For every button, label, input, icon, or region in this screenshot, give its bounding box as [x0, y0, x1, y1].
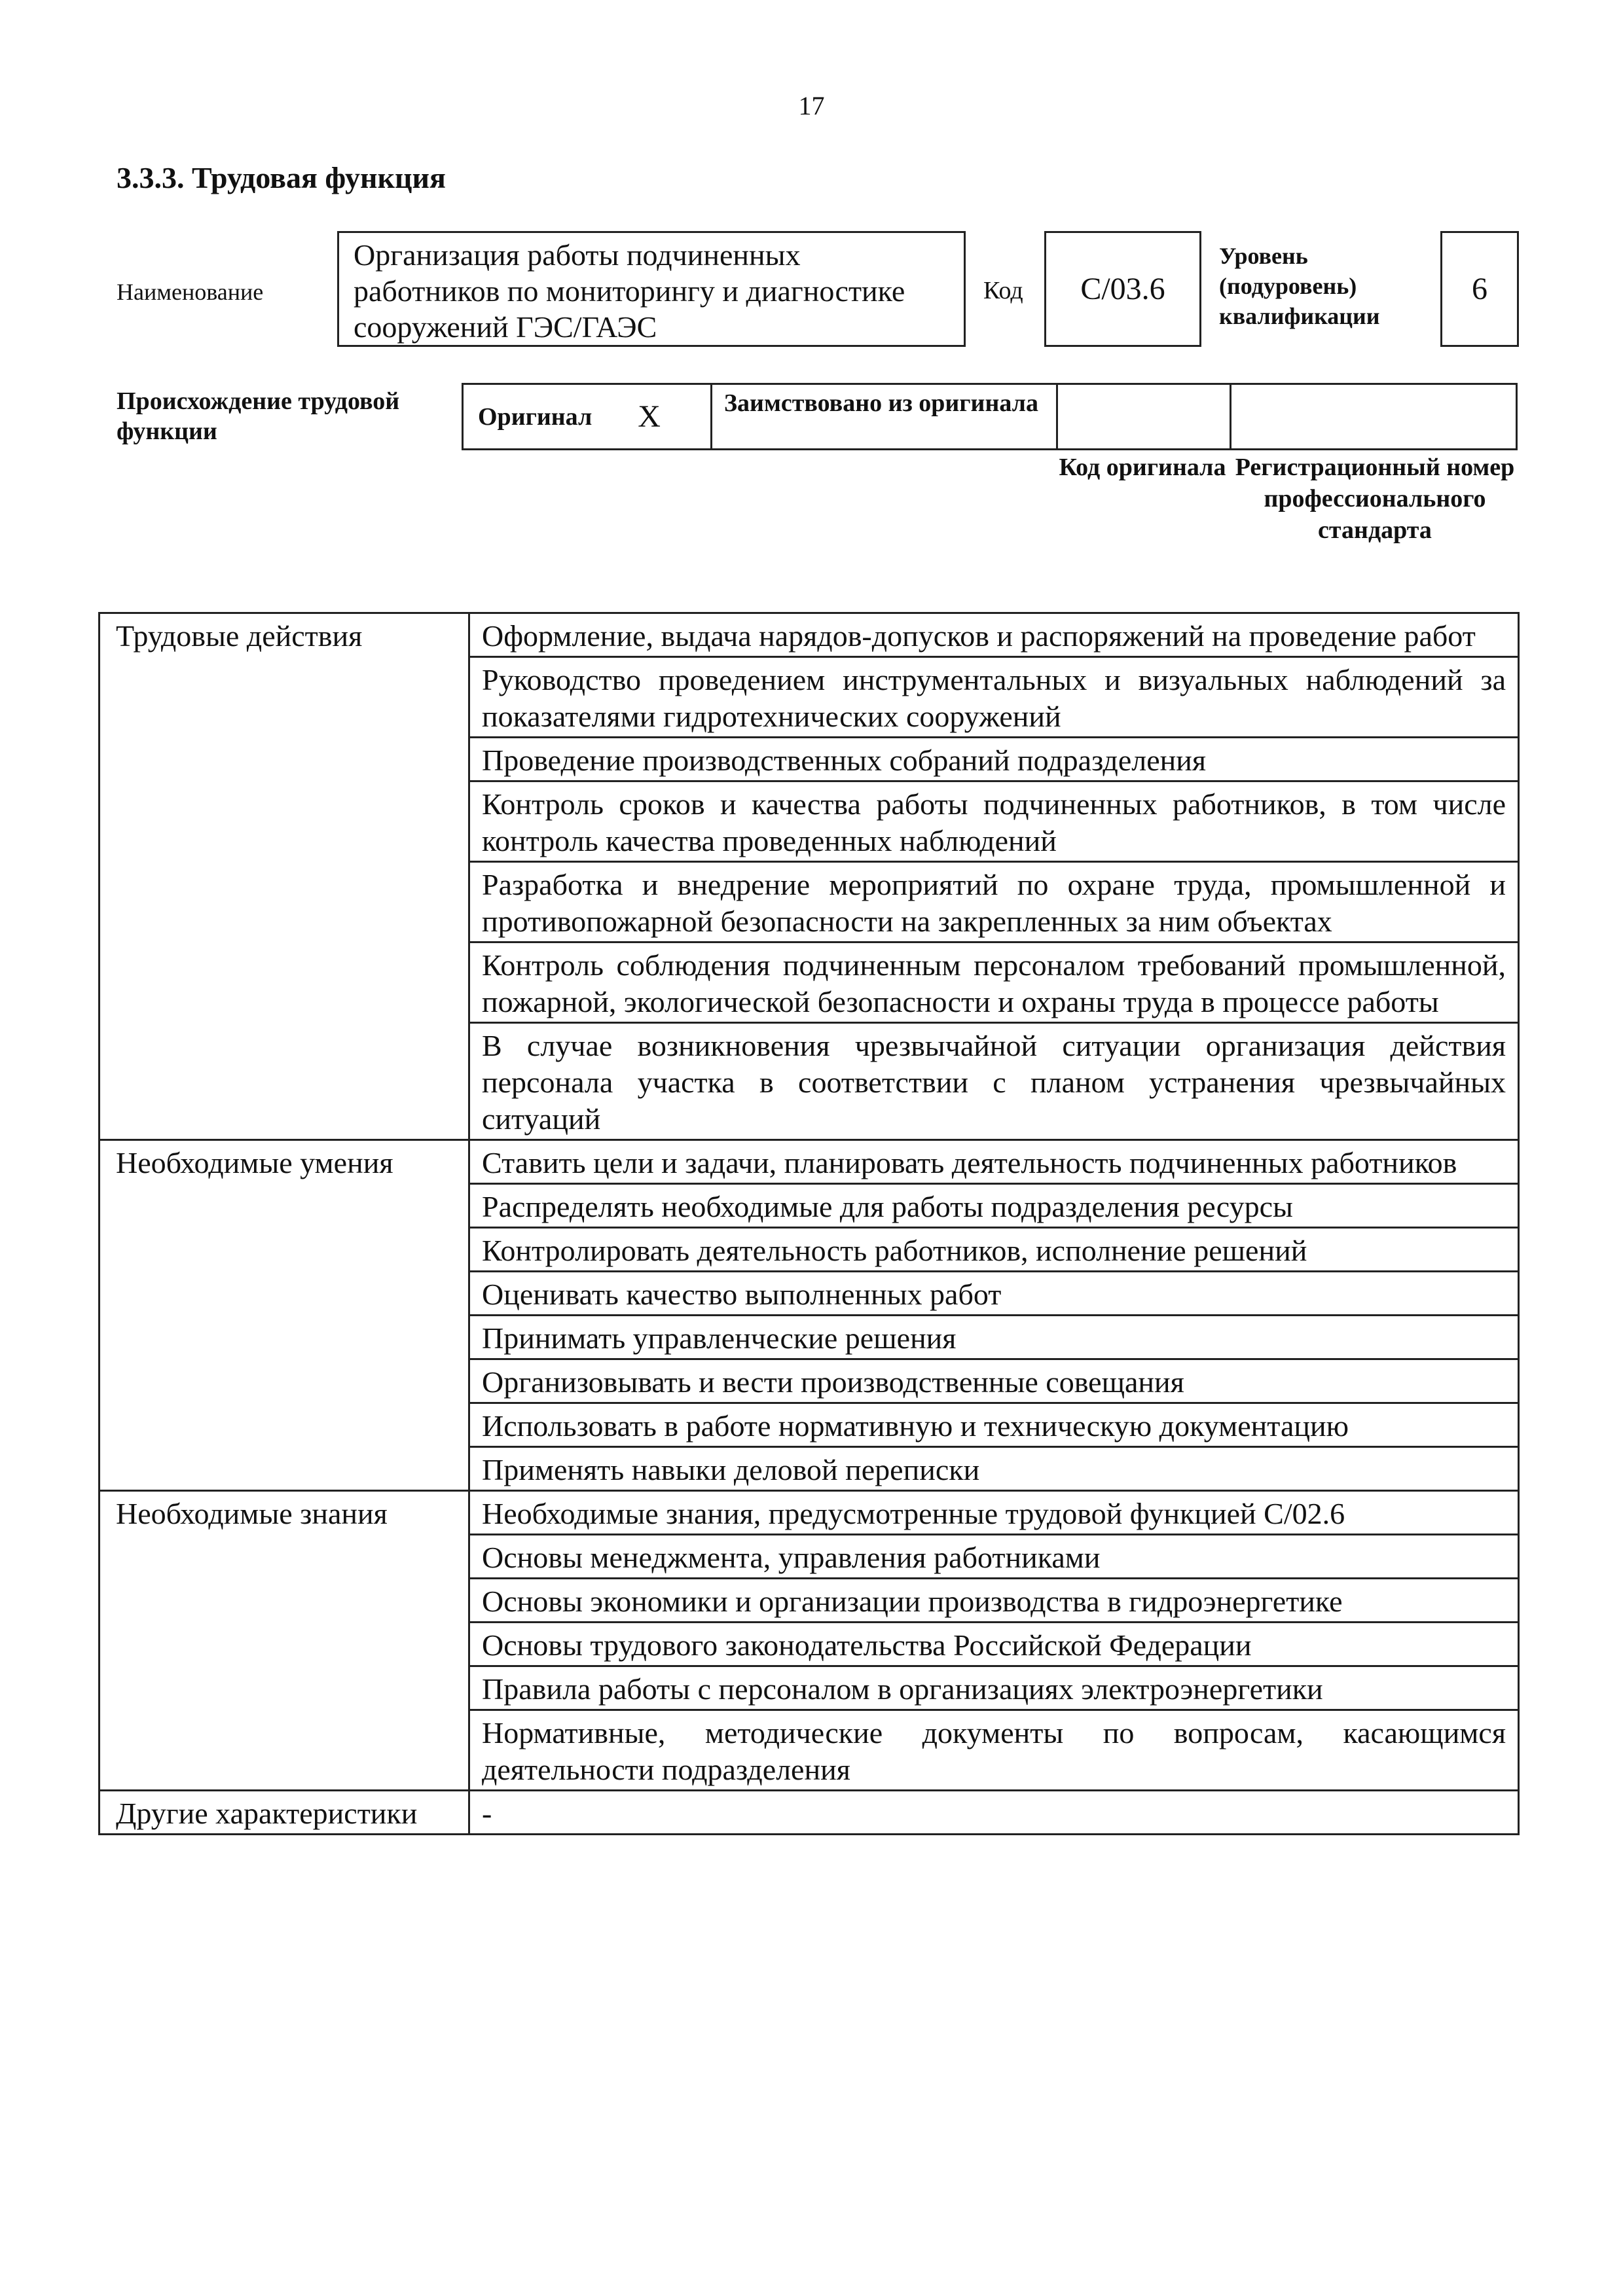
origin-original-label: Оригинал — [478, 403, 593, 431]
table-row — [100, 1140, 1519, 1184]
section-item: Нормативные, методические документы по вопросам, касающимся деятельности подразделения — [469, 1710, 1519, 1791]
section-item: Принимать управленческие решения — [469, 1316, 1519, 1359]
origin-original-mark: X — [638, 399, 661, 434]
section-item: Оценивать качество выполненных работ — [469, 1272, 1519, 1316]
origin-original-cell — [464, 385, 712, 448]
page-number: 17 — [798, 91, 825, 120]
section-category: Другие характеристики — [100, 1791, 469, 1835]
section-item: Разработка и внедрение мероприятий по охране труда, промышленной и противопожарной безопасности на закрепленных за ним объектах — [469, 862, 1519, 942]
function-details-table — [98, 612, 1520, 1835]
code-label: Код — [983, 277, 1023, 304]
section-item: Оформление, выдача нарядов-допусков и распоряжений на проведение работ — [469, 613, 1519, 657]
section-item: Правила работы с персоналом в организациях электроэнергетики — [469, 1666, 1519, 1710]
section-item: Основы менеджмента, управления работниками — [469, 1535, 1519, 1579]
table-row — [100, 1491, 1519, 1535]
section-title: 3.3.3. Трудовая функция — [117, 161, 446, 194]
section-item: Использовать в работе нормативную и техническую документацию — [469, 1403, 1519, 1447]
name-value-box: Организация работы подчиненных работников по мониторингу и диагностике сооружений ГЭС/ГАЭС — [337, 231, 966, 347]
section-item: Контроль сроков и качества работы подчиненных работников, в том числе контроль качества проведенных наблюдений — [469, 781, 1519, 862]
section-item: В случае возникновения чрезвычайной ситуации организация действия персонала участка в соответствии с планом устранения чрезвычайных ситуаций — [469, 1023, 1519, 1140]
section-item: Контроль соблюдения подчиненным персоналом требований промышленной, пожарной, экологической безопасности и охраны труда в процессе работы — [469, 942, 1519, 1023]
code-value-box — [1044, 231, 1201, 347]
name-label: Наименование — [117, 279, 264, 305]
table-row — [100, 613, 1519, 657]
reg-number-caption: Регистрационный номер профессионального стандарта — [1235, 454, 1515, 544]
origin-borrowed-cell: Заимствовано из оригинала — [712, 385, 1058, 448]
level-value: 6 — [1472, 272, 1487, 306]
level-value-box — [1440, 231, 1519, 347]
section-item: Необходимые знания, предусмотренные трудовой функцией C/02.6 — [469, 1491, 1519, 1535]
level-label: Уровень (подуровень) квалификации — [1219, 243, 1380, 329]
section-item: Руководство проведением инструментальных и визуальных наблюдений за показателями гидротехнических сооружений — [469, 657, 1519, 738]
section-item: Распределять необходимые для работы подразделения ресурсы — [469, 1184, 1519, 1228]
table-row — [100, 1791, 1519, 1835]
section-item: Проведение производственных собраний подразделения — [469, 738, 1519, 781]
section-category: Необходимые знания — [100, 1491, 469, 1791]
section-item: Основы трудового законодательства Российской Федерации — [469, 1623, 1519, 1666]
section-item: - — [469, 1791, 1519, 1835]
section-item: Ставить цели и задачи, планировать деятельность подчиненных работников — [469, 1140, 1519, 1184]
origin-label: Происхождение трудовой функции — [117, 387, 400, 445]
section-item: Основы экономики и организации производства в гидроэнергетике — [469, 1579, 1519, 1623]
section-category: Трудовые действия — [100, 613, 469, 1140]
origin-code-cell — [1058, 385, 1231, 448]
origin-reg-number-cell — [1231, 385, 1516, 448]
original-code-caption: Код оригинала — [1059, 454, 1226, 481]
section-item: Организовывать и вести производственные совещания — [469, 1359, 1519, 1403]
section-item: Контролировать деятельность работников, исполнение решений — [469, 1228, 1519, 1272]
code-value: C/03.6 — [1080, 272, 1165, 306]
section-category: Необходимые умения — [100, 1140, 469, 1491]
origin-table — [462, 383, 1518, 450]
section-item: Применять навыки деловой переписки — [469, 1447, 1519, 1491]
